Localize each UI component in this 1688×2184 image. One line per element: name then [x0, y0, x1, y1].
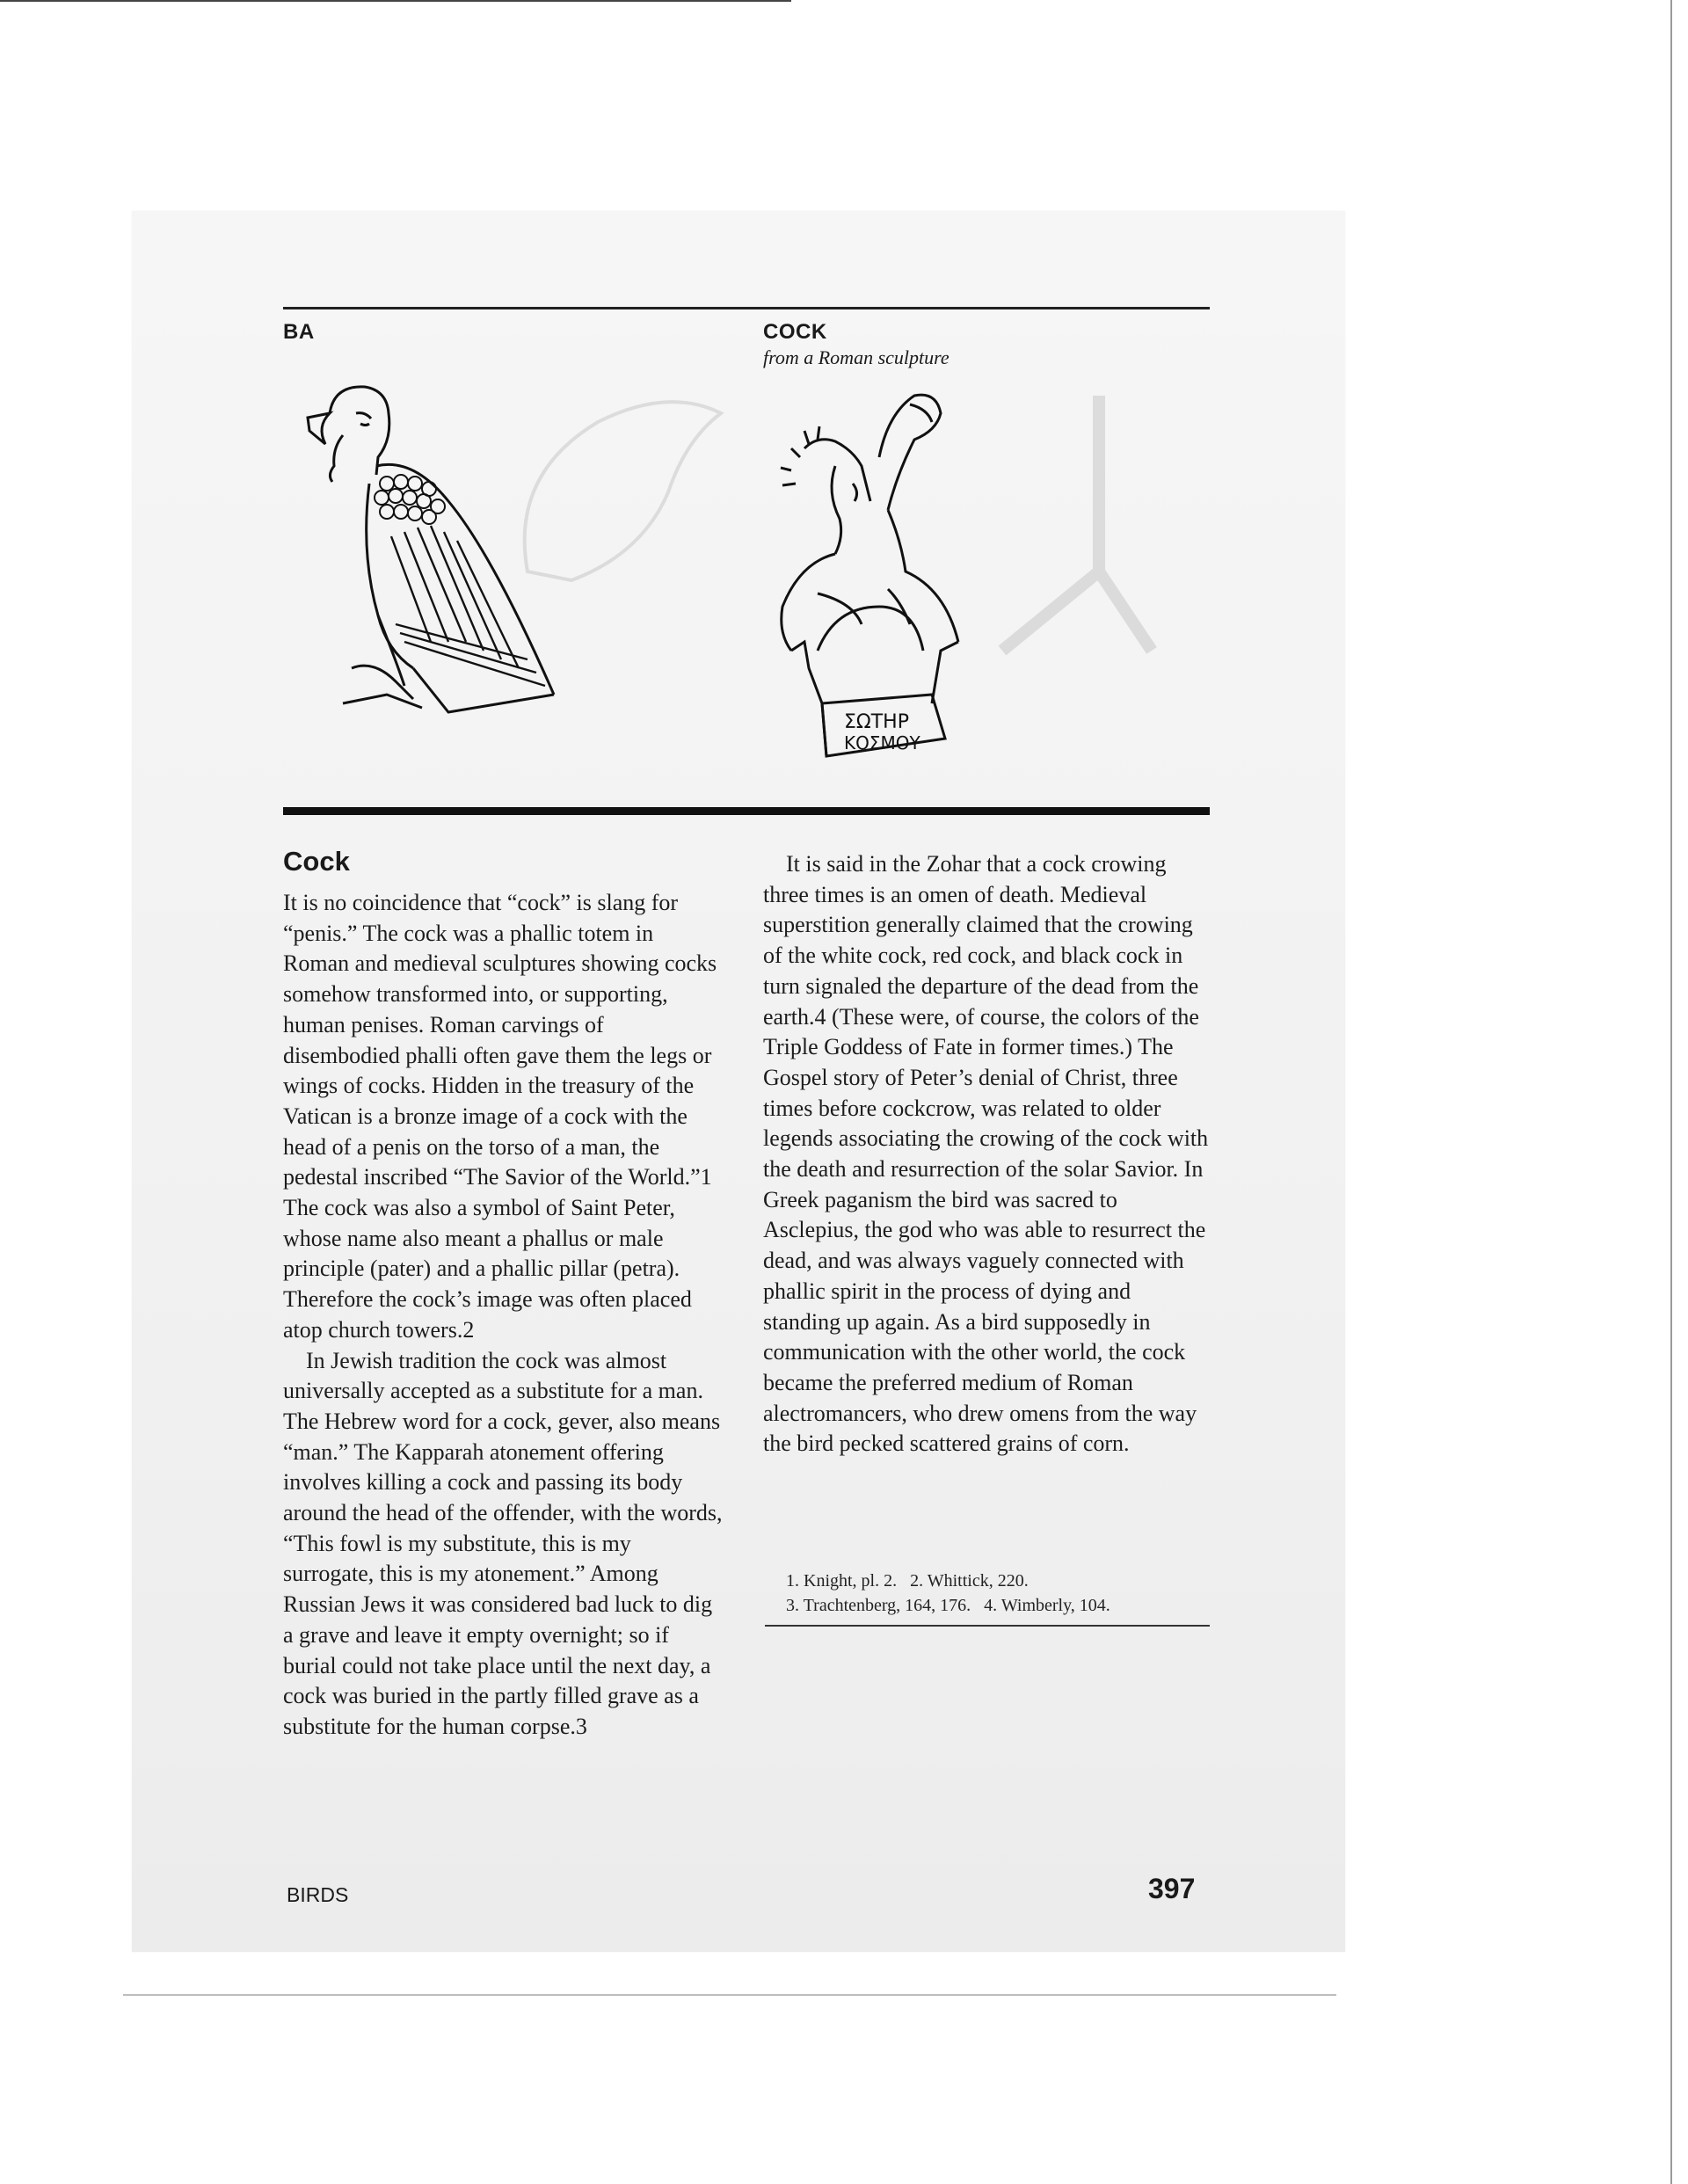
page-number: 397 — [1148, 1873, 1196, 1904]
section-rule — [283, 807, 1210, 815]
figure-caption: from a Roman sculpture — [763, 346, 950, 368]
figure-label-cock: COCK — [763, 320, 827, 344]
scan-edge-right — [1670, 0, 1672, 2184]
right-column — [763, 849, 1211, 1460]
paragraph: In Jewish tradition the cock was almost universally accepted as a substitute for a man. The Hebrew word for a cock, gever, also means “man.” The Kapparah atonement offering involves killing a cock and passing its body around the head of the offender, with the words, “This fowl is my substitute, this is my surrogate, this is my atonement.” Among Russian Jews it was considered bad luck to dig a grave and leave it empty overnight; so if burial could not take place until the next day, a cock was buried in the partly filled grave as a substitute for the human corpse.3 — [283, 1347, 723, 1739]
scan-edge-top — [0, 0, 791, 2]
ba-bird-illustration — [290, 378, 563, 730]
footnote-rule — [765, 1625, 1210, 1627]
paragraph: It is said in the Zohar that a cock crowing three times is an omen of death. Medieval superstition generally claimed that the crowing of the white cock, red cock, and black cock in turn signaled the departure of the dead from the earth.4 (These were, of course, the colors of the Triple Goddess of Fate in former times.) The Gospel story of Peter’s denial of Christ, three times before cockcrow, was related to older legends associating the crowing of the cock with the death and resurrection of the solar Savior. In Greek paganism the bird was sacred to Asclepius, the god who was able to resurrect the dead, and was always vaguely connected with phallic spirit in the process of dying and standing up again. As a bird supposedly in communication with the other world, the cock became the preferred medium of Roman alectromancers, who drew omens from the way the bird pecked scattered grains of corn. — [763, 851, 1209, 1457]
top-rule — [283, 307, 1210, 309]
pedestal-inscription-2: ΚΟΣΜΟΥ — [844, 732, 920, 753]
footnote-line: 3. Trachtenberg, 164, 176. 4. Wimberly, 104. — [786, 1596, 1110, 1615]
paragraph: It is no coincidence that “cock” is slang for “penis.” The cock was a phallic totem in Roman and medieval sculptures showing cocks somehow transformed into, or supporting, human penises. Roman carvings of disembodied phalli often gave them the legs or wings of cocks. Hidden in the treasury of the Vatican is a bronze image of a cock with the head of a penis on the torso of a man, the pedestal inscribed “The Savior of the World.”1 The cock was also a symbol of Saint Peter, whose name also meant a phallus or male principle (pater) and a phallic pillar (petra). Therefore the cock’s image was often placed atop church towers.2 — [283, 890, 717, 1343]
roman-sculpture-illustration — [756, 387, 985, 765]
running-footer-section: BIRDS — [287, 1883, 349, 1906]
bleed-through-figure — [967, 387, 1169, 677]
footnotes — [786, 1569, 1199, 1618]
pedestal-inscription-1: ΣΩΤΗΡ — [844, 711, 909, 733]
footnote-line: 1. Knight, pl. 2. 2. Whittick, 220. — [786, 1571, 1029, 1591]
figure-label-ba: BA — [283, 320, 315, 344]
left-column — [283, 888, 723, 1743]
scan-edge-bottom — [123, 1994, 1336, 1996]
article-heading: Cock — [283, 846, 350, 877]
